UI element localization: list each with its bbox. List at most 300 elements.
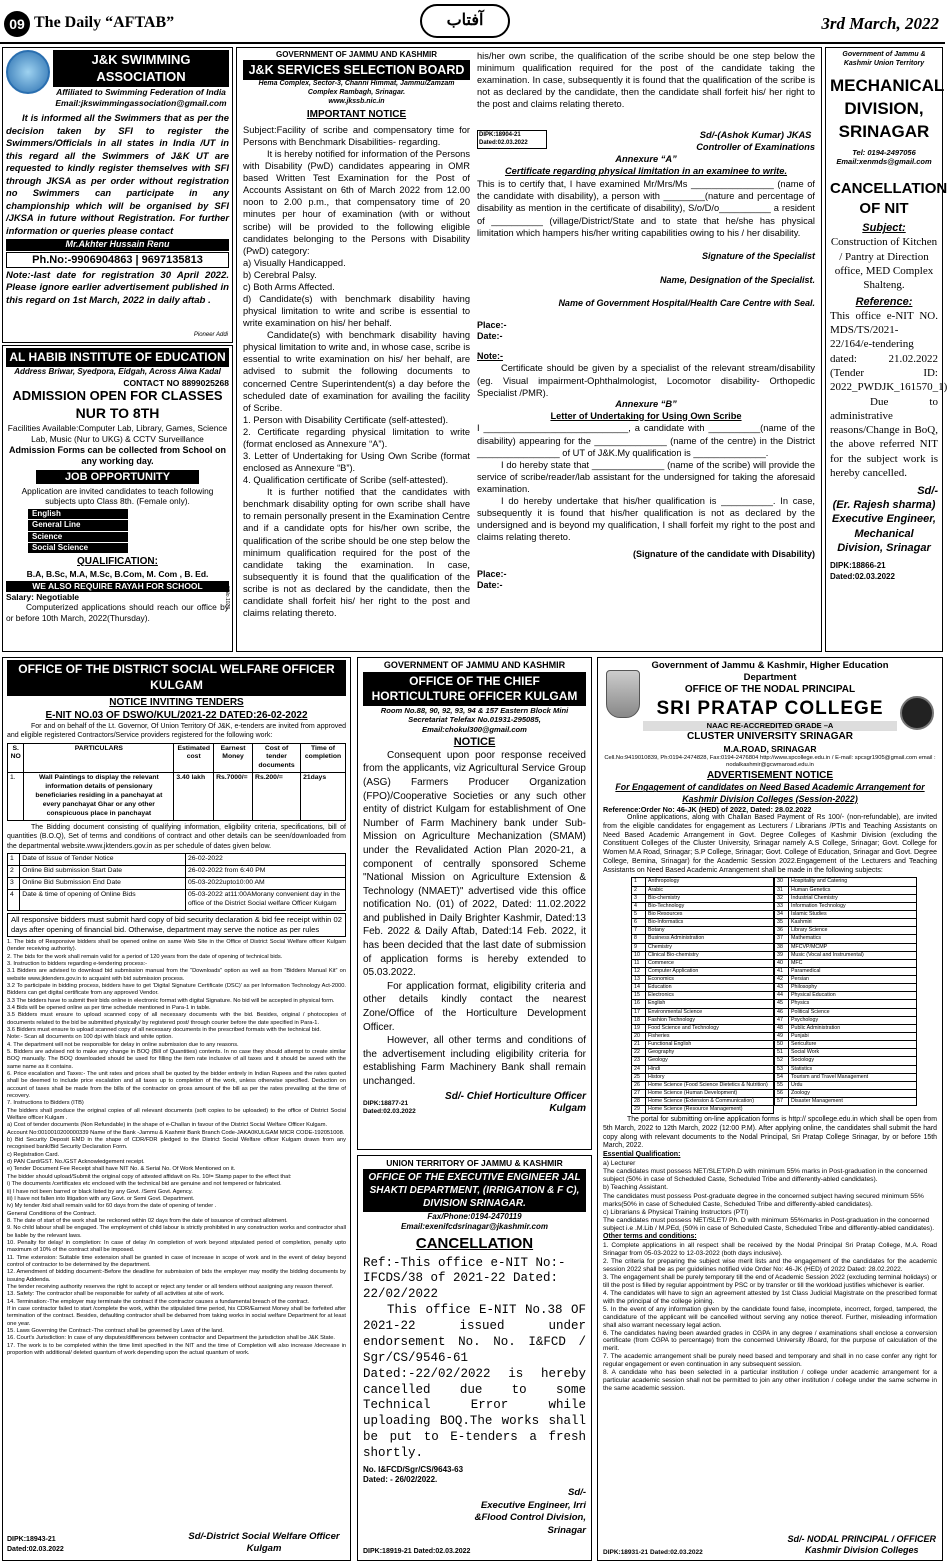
habib-subject-item: English [28, 509, 128, 519]
jkssb-annexure-b: Annexure “B” [615, 398, 677, 409]
habib-rayah: WE ALSO REQUIRE RAYAH FOR SCHOOL [6, 581, 229, 592]
condition-item: 2. The criteria for preparing the subject wise merit lists and the engagement of the candidates for the academic session 2022 shall be as per guidelines notified vide Order No: 46-JK (HED) of 2022 Dated: 28.02.2022. [603, 1258, 937, 1274]
table-row [775, 1041, 917, 1049]
table-cell: 45 [775, 1000, 789, 1008]
table-cell: Social Work [789, 1049, 917, 1057]
habib-apply: Computerized applications should reach our office by or before 10th March, 2022(Thursday). [6, 602, 229, 624]
table-cell: MFCVP/MCMP [789, 943, 917, 951]
table-cell: MFC [789, 959, 917, 967]
tender-term: Note:- Scan all documents on 100 dpi with black and white option. [7, 1034, 173, 1041]
table-cell: Mathematics [789, 935, 917, 943]
table-cell: Sociology [789, 1057, 917, 1065]
jkssb-para-2: Candidate(s) with benchmark disability having physical limitation to write and, in whose case, scribe is essential to write examination on his/ her behalf, are advised to submit the following documents to concerned Centre Superintendent(s) a day before the scheduled date of examination for availing the facility of Scribe. [243, 330, 470, 413]
table-cell: 11 [632, 959, 646, 967]
spc-dipk: DIPK:18931-21 Dated:02.03.2022 [603, 1548, 703, 1556]
table-row [775, 967, 917, 975]
qualification-item: a) Lecturer [603, 1159, 636, 1167]
table-cell: 3 [632, 894, 646, 902]
qualification-item: The candidates must possess NET/SLET/ Ph. D with minimum 55%marks in Post-graduation in the concerned subject i.e .M.Lib / M.PEd, (50% in case of Scheduled Caste, Scheduled Tribe and differently-abled candidates). [603, 1217, 935, 1233]
tender-term: b) Bid Security Deposit EMD in the shape of CDR/FDR pledged to the District Social Welfare officer Kulgam drawn from any recognised bank/Bid Security Declaration Form. [7, 1137, 346, 1151]
jkssb-subject: Subject:Facility of scribe and compensatory time for Persons with Benchmark Disabilities- regarding. [243, 124, 470, 147]
table-cell: 41 [775, 967, 789, 975]
table-row [632, 919, 774, 927]
jkssb-col-2 [477, 50, 815, 592]
table-cell: Tourism and Travel Management [789, 1073, 917, 1081]
table-cell: 2 [632, 886, 646, 894]
table-row [775, 886, 917, 894]
jkssb-category: c) Both Arms Affected. [243, 281, 335, 292]
table-cell: Bio Resources [646, 910, 774, 918]
social-hard-copy: All responsive bidders must submit hard copy of bid security declaration & bid fee receipt within 02 days after opening of financial bid. Otherwise, department may serve the notice as per rules [7, 913, 346, 937]
table-row [775, 878, 917, 886]
jkssb-annexure-a-title: Certificate regarding physical limitation in an examinee to write. [504, 165, 788, 176]
spc-reference: Reference:Order No: 46-JK (HED) of 2022, Dated: 28.02.2022 [603, 804, 812, 814]
swim-note: Note:-last date for registration 30 April 2022. Please ignore earlier advertisement published in this regard on 1st March, 2022 in daily aftab . [6, 269, 229, 306]
table-cell: Statistics [789, 1065, 917, 1073]
table-cell: 36 [775, 927, 789, 935]
jkssb-date: Date:- [477, 331, 503, 342]
table-cell: Home Science (Resource Management) [646, 1106, 774, 1114]
habib-code: 8/No.1023 [224, 586, 230, 610]
table-cell: Fisheries [646, 1033, 774, 1041]
table-cell: English [646, 1000, 774, 1008]
issue-date: 3rd March, 2022 [821, 14, 939, 33]
table-cell: Information Technology [789, 902, 917, 910]
table-cell: 5 [632, 910, 646, 918]
habib-contact: CONTACT NO 8899025268 [123, 377, 229, 388]
social-sign-title: Sd/-District Social Welfare Officer [188, 1530, 340, 1542]
tender-term: 12. Amendment of bidding document:-Before the deadline for submission of bids the employer may modify the bidding documents by issuing Addenda. [7, 1269, 346, 1283]
table-cell: Education [646, 984, 774, 992]
mech-tel: Tel: 0194-2497056 [852, 147, 916, 157]
table-cell: Disaster Management [789, 1098, 917, 1106]
table-cell: Fashion Technology [646, 1016, 774, 1024]
swim-header [6, 50, 229, 109]
tender-term: 9. No child labour shall be engaged. The employment of child labour is strictly prohibited in any construction works and contractor shall be liable by the relevant laws. [7, 1225, 346, 1239]
jal-body: This office E-NIT No.38 OF 2021-22 issued under endorsement No. No. I&FCD / Sgr/CS/9546-61 Dated:-22/02/2022 is hereby cancelled due to some Technical Error while uploading BOQ.The works shall be put to E-tenders a fresh shortly. [363, 1303, 586, 1461]
habib-subject-item: General Line [28, 520, 128, 530]
habib-job: JOB OPPORTUNITY [36, 470, 199, 484]
habib-qual: B.A, B.Sc, M.A, M.Sc, B.Com, M. Com , B. Ed. [26, 568, 209, 579]
table-cell: 30 [775, 878, 789, 886]
table-cell: Hindi [646, 1065, 774, 1073]
swimming-association-ad [2, 47, 233, 343]
table-cell: Paramedical [789, 967, 917, 975]
table-cell: 40 [775, 959, 789, 967]
jkssb-specialist-sign: Signature of the Specialist [701, 251, 815, 262]
habib-subject-item: Science [28, 532, 128, 542]
swim-affiliation: Affiliated to Swimming Federation of India [56, 87, 226, 98]
table-cell: Chemistry [646, 943, 774, 951]
condition-item: 4. The candidates will have to sign an agreement attested by 1st Class Judicial Magistrate on the prescribed format with the principal of the college joining. [603, 1289, 937, 1305]
table-cell: 13 [632, 976, 646, 984]
tender-term: 14. Termination:-The employer may terminate the contract if the contractor causes a fundamental breach of the contract. [7, 1298, 310, 1305]
habib-subjects [28, 509, 128, 553]
table-cell: 12 [632, 967, 646, 975]
table-row [632, 943, 774, 951]
spc-portal: The portal for submitting on-line application forms is http:// spcollege.edu.in which shall be open from 5th March, 2022 to 12th March, 2022 (12:00 P.M). After applying online, the candidates shall submit the hard copy along with relevant documents to the Nodal Principal, Sri Pratap College Srinagar, by or before 15th March, 2022. [603, 1116, 937, 1150]
mech-cancel: CANCELLATION OF NIT [830, 179, 947, 218]
table-cell: 33 [775, 902, 789, 910]
swim-emblem-icon [6, 50, 50, 94]
table-cell: Kashmiri [789, 919, 917, 927]
table-row [775, 935, 917, 943]
horti-dipk: DIPK:18877-21 Dated:02.03.2022 [363, 1099, 416, 1115]
table-cell: Philosophy [789, 984, 917, 992]
table-row [632, 967, 774, 975]
tender-term: General Conditions of the Contract. [7, 1210, 97, 1217]
table-cell: Anthropology [646, 878, 774, 886]
table-row [632, 927, 774, 935]
swim-title: J&K SWIMMING ASSOCIATION [53, 50, 229, 87]
table-row [632, 1098, 774, 1106]
table-cell: 17 [632, 1008, 646, 1016]
table-row [775, 1098, 917, 1106]
tender-term: e) Tender Document Fee Receipt shall have NIT No. & Serial No. Of Work Mentioned on it. [7, 1166, 236, 1173]
social-title: OFFICE OF THE DISTRICT SOCIAL WELFARE OFFICER KULGAM [7, 660, 346, 696]
spc-conds [603, 1242, 937, 1393]
horti-govt: GOVERNMENT OF JAMMU AND KASHMIR [383, 660, 566, 670]
table-cell: 29 [632, 1106, 646, 1114]
table-cell: Clinical Bio-chemistry [646, 951, 774, 959]
swim-body: It is informed all the Swimmers that as per the decision taken by SFI to register the Swimmers/Officials in all states in India /UT in this regard all the Swimmers of J&K UT are requested to kindly register themselves with SFI through JKSA as per order without registration no Swimmers can participate in any championship which will be organised by SFI /JKSA in future without Registration. For further information or queries please contact [6, 112, 229, 236]
table-cell: Physical Education [789, 992, 917, 1000]
table-cell: 48 [775, 1024, 789, 1032]
jkssb-hospital: Name of Government Hospital/Health Care Centre with Seal. [558, 298, 815, 309]
table-cell: Electronics [646, 992, 774, 1000]
social-sign-place: Kulgam [246, 1543, 282, 1555]
paper-name: The Daily “AFTAB” [34, 14, 175, 31]
table-cell: 25 [632, 1073, 646, 1081]
table-cell: 24 [632, 1065, 646, 1073]
jkssb-para-1: It is hereby notified for information of the Persons with Disability (PwD) candidates appearing in OMR based Written Test Examination for the Post of Accounts Assistant on 6th of March 2022 from 12.00 noon to 2.00 p.m., that compensatory time of 20 minutes per hour of examination (with or without scribe) will be provided to the following eligible candidates belonging to the Persons with Disability (PwD) category: [243, 149, 470, 256]
table-cell: Online Bid Submission End Date [20, 877, 186, 889]
table-row [632, 984, 774, 992]
jkssb-annexure-b-text-3: I do hereby undertake that his/her qualification is __________. In case, subsequently it is found that his/her qualification is not as declared by the undersigned and is beyond my qualification, I shall forfeit my right to the post and claims relating thereto. [477, 495, 815, 543]
table-cell: Bio-Informatics [646, 919, 774, 927]
spc-sign-title: Sd/- NODAL PRINCIPAL / OFFICER [787, 1533, 936, 1544]
mech-dated: Dated:02.03.2022 [830, 571, 895, 581]
page-number: 09 [4, 11, 30, 37]
table-row [775, 1008, 917, 1016]
jkssb-place: Place:- [477, 319, 507, 330]
jkssb-date-b: Date:- [477, 580, 503, 591]
swim-pioneer: Pioneer Addi [193, 332, 228, 339]
tender-term: Account No:0010010200000339 Name of the Bank -Jammu & Kashmir Bank Branch Code-JAKA0KULGAM MICR CODE-192051008. [7, 1129, 345, 1136]
table-header: Cost of tender documents [253, 743, 301, 773]
mech-title: MECHANICAL DIVISION, SRINAGAR [830, 75, 945, 141]
al-habib-ad [2, 345, 233, 652]
swim-phone: Ph.No:-9906904863 | 9697135813 [6, 252, 229, 268]
table-cell: Wall Paintings to display the relevant information details of pensionary beneficiaries residing in a panchayat at every panchayat Ghar or any other conspicuous place in panchayat [24, 773, 174, 821]
social-intro: For and on behalf of the Lt. Governor, Of Union Territory Of J&K, e-tenders are invited from approved and eligible registered Contractors/Service providers registered for the following work: [7, 723, 346, 740]
mech-sd: Sd/- [917, 485, 938, 498]
table-header: S. NO [8, 743, 24, 773]
table-cell: 7 [632, 927, 646, 935]
table-cell: 52 [775, 1057, 789, 1065]
table-cell: Food Science and Technology [646, 1024, 774, 1032]
jkssb-notice [236, 47, 822, 652]
jal-ut: UNION TERRITORY OF JAMMU & KASHMIR [386, 1158, 563, 1168]
jal-ref: Ref:-This office e-NIT No:-IFCDS/38 of 2021-22 Dated: 22/02/2022 [363, 1255, 566, 1302]
jkssb-para-3: It is further notified that the candidates with benchmark disability opting for own scribe shall have to remain personally present in the Examination Centre and if a candidate opts for his/her own scribe, the qualification of the scribe should be one step below the minimum qualification required for the post of the candidate taking the examination. In case, subsequently it is found that the qualification of the scribe is not as declared by the candidate, then the candidate shall forfeit his/ her right to the post and claims relating thereto. [243, 487, 470, 619]
habib-facilities: Facilities Available:Computer Lab, Library, Games, Science Lab, Music (Nur to UKG) & CCTV Surveillance [7, 423, 228, 444]
jkssb-sign-title: Controller of Examinations [696, 141, 815, 152]
spc-naac: NAAC RE-ACCREDITED GRADE –A [643, 721, 897, 731]
jkssb-annexure-a: Annexure “A” [615, 153, 677, 164]
table-cell: 34 [775, 910, 789, 918]
table-cell: 22 [632, 1049, 646, 1057]
habib-job-text: Application are invited candidates to teach following subjects upto Class 8th. (Female only). [21, 485, 214, 507]
jkssb-place-b: Place:- [477, 568, 507, 579]
tender-term: a) Cost of tender documents (Non Refundable) in the shape of e-Challan in favour of the District Social Welfare Officer Kulgam. [7, 1122, 328, 1129]
table-row [775, 976, 917, 984]
mech-subject: Construction of Kitchen / Pantry at Direction office, MED Complex Shalteng. [830, 236, 938, 292]
table-cell: 14 [632, 984, 646, 992]
table-cell: 31 [775, 886, 789, 894]
jkssb-category: d) Candidate(s) with benchmark disability having physical limitation to write and scribe is essential to write examination on his/ her behalf. [243, 293, 470, 329]
jkssb-note-label: Note:- [477, 350, 503, 361]
jal-sign: Executive Engineer, Irri &Flood Control Division, Srinagar [474, 1499, 586, 1537]
table-header: Estimated cost [174, 743, 214, 773]
table-cell: 1 [8, 853, 20, 865]
table-cell: 4 [632, 902, 646, 910]
table-cell: 51 [775, 1049, 789, 1057]
tender-term: 2. The bids for the work shall remain valid for a period of 120 years from the date of opening of technical bids. [7, 953, 283, 960]
jkssb-annexure-a-text: This is to certify that, I have examined Mr/Mrs/Ms ________________ (name of the candidate with disability), a person with ________(nature and percentage of disability as mention in the certificate of disability), S/o/D/o__________ a resident of __________ (village/District/State and to state that he/she has physical limitation which hampers his/her writing capabilities owing to his / her disability. [477, 178, 815, 238]
qualification-item: c) Librarians & Physical Training Instructors (PTI) [603, 1208, 749, 1216]
table-row [775, 1057, 917, 1065]
table-row [775, 951, 917, 959]
table-row [775, 910, 917, 918]
table-cell: 49 [775, 1033, 789, 1041]
condition-item: 6. The candidates having been awarded grades in CGPA in any degree / examinations shall enclose a conversion certificate (from CGPA to percentage) from the concerned University /Board, for the purpose of calculation of the merit. [603, 1329, 937, 1353]
jal-dipk: DIPK:18919-21 Dated:02.03.2022 [363, 1548, 471, 1556]
table-cell: Public Administration [789, 1024, 917, 1032]
table-cell: Rs.200/= [253, 773, 301, 821]
horti-body-3: However, all other terms and conditions of the advertisement including eligibility criteria for establishing Farm Machinery Bank shall remain unchanged. [363, 1035, 586, 1087]
table-cell: Functional English [646, 1041, 774, 1049]
table-row [775, 919, 917, 927]
table-row [8, 773, 346, 821]
mech-body: Due to administrative reasons/Change in BoQ, the above referred NIT for the subject work is hereby cancelled. [830, 395, 938, 480]
spc-title: SRI PRATAP COLLEGE [656, 698, 884, 720]
jal-dated: Dated: - 26/02/2022. [363, 1475, 438, 1485]
table-cell: 05-03-2022 at11:00AMorany convenient day in the office of the District Social welfare Officer Kulgam [186, 889, 346, 910]
table-row [632, 959, 774, 967]
social-enit: E-NIT NO.03 OF DSWO/KUL/2021-22 DATED:26-02-2022 [45, 709, 308, 721]
paper-logo: آفتاب [420, 4, 510, 38]
tender-term: 13. Safety: The contractor shall be responsible for safety of all activities at site of work. [7, 1291, 225, 1298]
horticulture-notice [357, 657, 592, 1150]
table-cell: Persian [789, 976, 917, 984]
jkssb-address: Hema Complex, Sector-3, Channi Himmat, Jammu/Zamzam Complex Rambagh, Srinagar. [258, 80, 455, 97]
subjects-column [631, 877, 774, 1114]
jkssb-notice-title: IMPORTANT NOTICE [306, 109, 407, 121]
qualification-item: b) Teaching Assistant. [603, 1184, 668, 1192]
tender-term: 7. Instructions to Bidders (ITB) [7, 1100, 84, 1107]
spc-for: For Engagement of candidates on Need Based Academic Arrangement for Kashmir Division Colleges (Session-2022) [615, 782, 925, 804]
table-cell: Home Science (Extension & Communication) [646, 1098, 774, 1106]
jkssb-specialist-name: Name, Designation of the Specialist. [659, 274, 815, 285]
table-row [775, 1033, 917, 1041]
tender-term: iii) I have not fallen into litigation with any Govt. or Semi Govt. Department. [7, 1195, 195, 1202]
table-cell: Music (Vocal and Instrumental) [789, 951, 917, 959]
social-dated: Dated:02.03.2022 [7, 1545, 64, 1553]
habib-classes: NUR TO 8TH [75, 405, 160, 422]
mech-govt: Government of Jammu & Kashmir Union Territory [842, 51, 926, 67]
table-row [632, 878, 774, 886]
jkssb-para-3-cont: his/her own scribe, the qualification of the scribe should be one step below the minimum qualification required for the post of the candidate taking the examination. In case, subsequently it is found that the qualification of the scribe is not as declared by the candidate, then the candidate shall forfeit his/ her right to the post and claims relating thereto. [477, 51, 815, 110]
table-row [632, 1057, 774, 1065]
tender-term: 8. The date of start of the work shall be reckoned within 02 days from the date of issuance of contract allotment. [7, 1217, 288, 1224]
table-row [632, 951, 774, 959]
table-cell: Home Science (Food Science Dietetics & Nutrition) [646, 1081, 774, 1089]
table-cell: 23 [632, 1057, 646, 1065]
social-sign [184, 1531, 344, 1556]
table-row [632, 1081, 774, 1089]
tender-term: 3.6 Bidders must ensure to upload scanned copy of all necessary documents in the prescribed formats with the technical bid. [7, 1026, 321, 1033]
table-cell: Environmental Science [646, 1008, 774, 1016]
mech-ref-label: Reference: [855, 295, 913, 308]
table-row [632, 1033, 774, 1041]
table-cell: 56 [775, 1090, 789, 1098]
tender-term: 3.2 To participate in bidding process, bidders have to get ‘Digital Signature Certificate (DSC)’ as per Information Technology Act-2000. Bidders can get digital certificate from any approved Vendor. [7, 982, 346, 997]
table-row [775, 902, 917, 910]
spc-sign-office: Kashmir Division Colleges [804, 1545, 919, 1556]
tender-term: ii) I have not been barred or black listed by any Govt. /Semi Govt. Agency. [7, 1188, 193, 1195]
jal-title: OFFICE OF THE EXECUTIVE ENGINEER JAL SHAKTI DEPARTMENT, (IRRIGATION & F C), DIVISION SRINAGAR. [363, 1169, 586, 1212]
table-row [632, 1106, 774, 1114]
horti-body: Consequent upon poor response received from the applicants, viz Agricultural Service Group (ASG) Farmers Producer Organization (FPO)/Cooperative Societies or any such other entity of district Kulgam for establishment of One Number of Farm Machinery bank under Sub-Mission on Agriculture Mechanization (SMAM) under the Revalidated Action Plan 2020-21, a component of centrally sponsored Scheme "National Mission on Agriculture Extension & Technology (NMAET)" advertised vide this office notification No. (01) of 2022, Dated: 11.02.2022 and published in Daily Brighter Kashmir, Dated:13 Feb. 2022 & Daily Aftab, Dated:14 Feb. 2022, it has been decided that the last date of submission of application forms is hereby extended to 05.03.2022. [363, 749, 586, 979]
jkssb-govt: GOVERNMENT OF JAMMU AND KASHMIR [275, 50, 438, 59]
social-work-table [7, 743, 346, 822]
table-cell: Urdu [789, 1081, 917, 1089]
table-row [8, 877, 346, 889]
spc-other: Other terms and conditions: [603, 1233, 697, 1241]
table-cell: 50 [775, 1041, 789, 1049]
table-row [632, 1024, 774, 1032]
habib-address: Address Briwar, Syedpora, Eidgah, Across Aiwa Kadal [14, 367, 221, 377]
tender-term: iv) My tender /bid shall remain valid for 60 days from the date of opening of tender . [7, 1203, 217, 1210]
jkssb-sign: Sd/-(Ashok Kumar) JKAS [699, 130, 812, 140]
table-cell: 16 [632, 1000, 646, 1008]
table-cell: 54 [775, 1073, 789, 1081]
table-row [775, 1065, 917, 1073]
table-cell: Psychology [789, 1016, 917, 1024]
tender-term: 16. Court’s Jurisdiction: In case of any disputes/differences between contractor and Department the jurisdiction shall be J&K State. [7, 1335, 335, 1342]
table-cell: 37 [775, 935, 789, 943]
social-welfare-tender [2, 657, 351, 1561]
jal-shakti-cancellation [357, 1155, 592, 1561]
table-cell: 2 [8, 865, 20, 877]
table-cell: 19 [632, 1024, 646, 1032]
table-row [632, 992, 774, 1000]
table-row [775, 1073, 917, 1081]
table-row [632, 1008, 774, 1016]
social-bidding: The Bidding document consisting of qualifying information, eligibility criteria, specifications, bill of quantities (B.O.Q), Set of terms and conditions of contract and other details can be seen/downloaded from the departmental website.www.jktenders.gov.in as per schedule of dates given below. [7, 824, 346, 850]
table-row [632, 902, 774, 910]
condition-item: 8. A candidate who has been selected in a particular institution / college under academic arrangement for a particular academic session shall not be permitted to join any other institution / college under the same scheme in the same academic session. [603, 1369, 937, 1392]
mech-email: Email:xenmds@gmail.com [836, 157, 932, 167]
jkssb-title: J&K SERVICES SELECTION BOARD [243, 60, 470, 80]
table-row [8, 865, 346, 877]
jkssb-document: 2. Certificate regarding physical limitation to write (format enclosed as Annexure “A”). [243, 426, 470, 449]
table-cell: 57 [775, 1098, 789, 1106]
jkssb-annexure-b-title: Letter of Undertaking for Using Own Scribe [550, 410, 742, 421]
jkssb-dipk: DIPK:18904-21 Dated:02.03.2022 [477, 130, 547, 149]
table-header: Time of completion [301, 743, 346, 773]
mech-designation: Executive Engineer, Mechanical Division, Srinagar [832, 513, 936, 555]
table-cell: Political Science [789, 1008, 917, 1016]
table-cell: 21 [632, 1041, 646, 1049]
table-cell: Botany [646, 927, 774, 935]
table-cell: 35 [775, 919, 789, 927]
table-cell: Geology [646, 1057, 774, 1065]
table-cell: 26-02-2022 [186, 853, 346, 865]
horti-body-2: For application format, eligibility criteria and other details kindly contact the nearest Zone/Office of the Horticulture Development Officer. [363, 980, 586, 1033]
table-row [775, 1024, 917, 1032]
swim-email: Email:jkswimmingassociation@gmail.com [55, 98, 227, 109]
horti-sign: Sd/- Chief Horticulture Officer Kulgam [445, 1090, 586, 1115]
habib-subject-item: Social Science [28, 543, 128, 553]
tender-term: 10. Penalty for delay/ in completion: In case of delay /in completion of work beyond stipulated period of completion, penalty upto maximum of 10% of the contract shall be imposed. [7, 1239, 346, 1254]
spc-office: OFFICE OF THE NODAL PRINCIPAL [684, 684, 856, 696]
table-cell: 47 [775, 1016, 789, 1024]
table-header: PARTICULARS [24, 743, 174, 773]
spc-contact: Cell.No:9419010839, Ph:0194-2474828, Fax:0194-2476804 http://www.spcollege.edu.in / E-mail: spcsgr1905@gmail.com email : nodalkashmir@gcwmaroad.edu.in [604, 754, 936, 769]
table-cell: 10 [632, 951, 646, 959]
jal-fax: Fax/Phone:0194-2470119 Email:exenifcdsrinagar@jkashmir.com [401, 1211, 548, 1232]
table-cell: Bio-Technology [646, 902, 774, 910]
table-cell: Date of Issue of Tender Notice [20, 853, 186, 865]
mech-subject-label: Subject: [862, 222, 906, 235]
jkssb-note: Certificate should be given by a specialist of the relevant stream/disability (eg. Visual impairment-Ophthalmologist, Locomotor disability- Orthopedic Specialist /PMR). [477, 363, 815, 398]
table-cell: Library Science [789, 927, 917, 935]
table-cell: Date & time of opening of Online Bids [20, 889, 186, 910]
tender-term: 3.4 Bids will be opened online as per time schedule mentioned in Para-1 in table. [7, 1004, 211, 1011]
table-row [775, 1000, 917, 1008]
tender-term: The bidder should upload/Submit the original copy of attested affidavit on Rs. 10/= Stamp paper to the effect that: [7, 1173, 292, 1180]
table-row [632, 910, 774, 918]
jkssb-category: b) Cerebral Palsy. [243, 269, 317, 280]
social-terms [7, 939, 346, 1358]
condition-item: 3. The engagement shall be purely temporary till the end of Academic Session 2022 (excluding terminal holidays) or till the post is filled by regular appointment by PSC or by transfer or till the workload justifies whichever is earlier. [603, 1274, 937, 1290]
tender-term: 3.3 The bidders have to submit their bids online in electronic format with digital Signature. No bid will be accepted in physical form. [7, 997, 335, 1004]
table-cell: 05-03-2022upto10:00 AM [186, 877, 346, 889]
table-cell: 1. [8, 773, 24, 821]
tender-term: i) The documents /certificates etc enclosed with the technical bid are genuine and not tempered or fabricated. [7, 1181, 282, 1188]
spc-emblem-icon [606, 670, 640, 718]
table-row [775, 1049, 917, 1057]
page-header [0, 0, 945, 44]
jal-no: No. I&FCD/Sgr/CS/9643-63 [363, 1464, 464, 1474]
table-row [632, 1041, 774, 1049]
table-cell: Commerce [646, 959, 774, 967]
habib-salary: Salary: Negotiable [6, 591, 80, 602]
table-cell: Sericulture [789, 1041, 917, 1049]
table-cell: Human Genetics [789, 886, 917, 894]
tender-term: 3. Instruction to bidders regarding e-tendering process:- [7, 960, 148, 967]
tender-term: The tender receiving authority reserves the right to accept or reject any tender or all tenders without assigning any reason thereof. [7, 1283, 334, 1290]
tender-term: 15. Laws Governing the Contract:-The contract shall be governed by Laws of the land. [7, 1328, 224, 1335]
table-cell: 44 [775, 992, 789, 1000]
jal-sd: Sd/- [568, 1487, 586, 1499]
table-cell: 38 [775, 943, 789, 951]
spc-essential: Essential Qualification: [603, 1150, 681, 1158]
jkssb-document: 3. Letter of Undertaking for Using Own Scribe (format enclosed as Annexure “B”). [243, 451, 470, 474]
spc-body: Online applications, along with Challan Based Payment of Rs 100/- (non-refundable), are invited from the eligible candidates for engagement as Lecturers / Librarians /PTIs and Teaching Assistants on Need Based Academic Arrangement in Govt. Degree Colleges of Kashmir Division (excluding the Constituent Colleges of the Cluster University, Srinagar namely A.S College, Srinagar; Govt. College for Women M.A Road, Srinagar; S.P College, Srinagar; Govt. College of Education, Srinagar and Govt. Degree College, Bemina, Srinagar) for the Academic Session 2022.Engagement of the Lecturers and Teaching Assistants on Need Based Academic Arrangement shall be made in the following subjects: [603, 814, 937, 874]
